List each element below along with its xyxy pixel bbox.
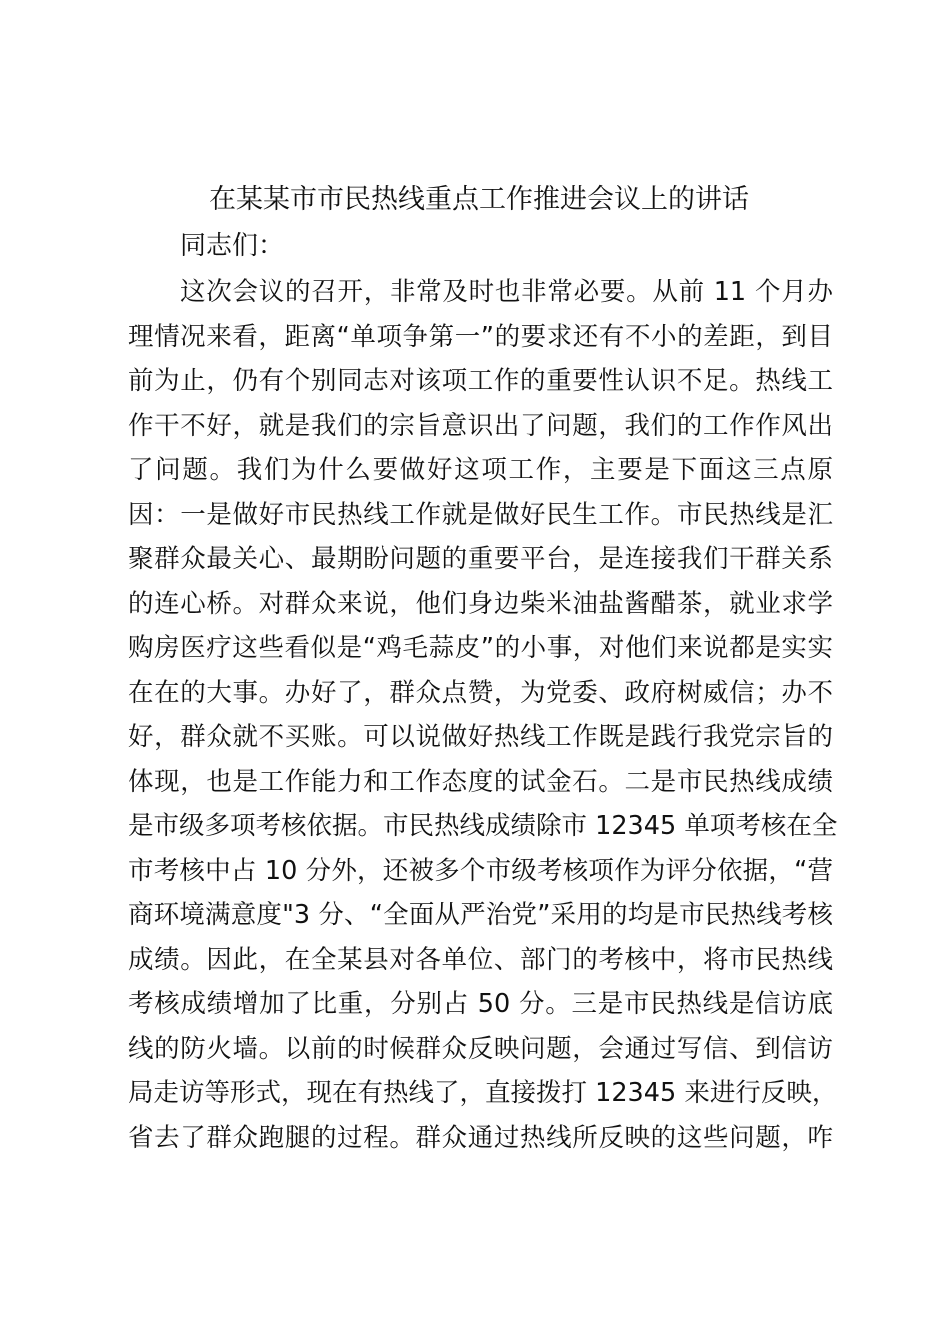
- text-line: 这次会议的召开，非常及时也非常必要。从前 11 个月办: [180, 277, 833, 307]
- text-line: 线的防火墙。以前的时候群众反映问题，会通过写信、到信访: [128, 1033, 833, 1064]
- text-line: 考核成绩增加了比重，分别占 50 分。三是市民热线是信访底: [128, 989, 833, 1019]
- text-line: 作干不好，就是我们的宗旨意识出了问题，我们的工作作风出: [128, 410, 833, 441]
- text-line: 体现，也是工作能力和工作态度的试金石。二是市民热线成绩: [128, 766, 833, 797]
- text-line: 因：一是做好市民热线工作就是做好民生工作。市民热线是汇: [128, 499, 833, 530]
- text-line: 商环境满意度"3 分、“全面从严治党”采用的均是市民热线考核: [128, 900, 833, 930]
- text-line: 理情况来看，距离“单项争第一”的要求还有不小的差距，到目: [128, 321, 833, 352]
- body-paragraph: [128, 270, 838, 1160]
- text-line: 聚群众最关心、最期盼问题的重要平台，是连接我们干群关系: [128, 544, 833, 574]
- text-line: 的连心桥。对群众来说，他们身边柴米油盐酱醋茶，就业求学: [128, 588, 833, 619]
- text-line: 购房医疗这些看似是“鸡毛蒜皮”的小事，对他们来说都是实实: [128, 633, 833, 663]
- document-title: 在某某市市民热线重点工作推进会议上的讲话: [209, 184, 749, 215]
- text-line: 成绩。因此，在全某县对各单位、部门的考核中，将市民热线: [128, 944, 833, 975]
- text-line: 好，群众就不买账。可以说做好热线工作既是践行我党宗旨的: [128, 722, 833, 752]
- text-line: 了问题。我们为什么要做好这项工作，主要是下面这三点原: [128, 455, 833, 485]
- text-line: 局走访等形式，现在有热线了，直接拨打 12345 来进行反映，: [128, 1078, 838, 1108]
- salutation: 同志们：: [180, 231, 285, 261]
- text-line: 前为止，仍有个别同志对该项工作的重要性认识不足。热线工: [128, 366, 833, 396]
- text-line: 省去了群众跑腿的过程。群众通过热线所反映的这些问题，咋: [128, 1122, 833, 1153]
- text-line: 市考核中占 10 分外，还被多个市级考核项作为评分依据，“营: [128, 855, 833, 886]
- text-line: 在在的大事。办好了，群众点赞，为党委、政府树威信；办不: [128, 677, 833, 708]
- text-line: 是市级多项考核依据。市民热线成绩除市 12345 单项考核在全: [128, 811, 838, 841]
